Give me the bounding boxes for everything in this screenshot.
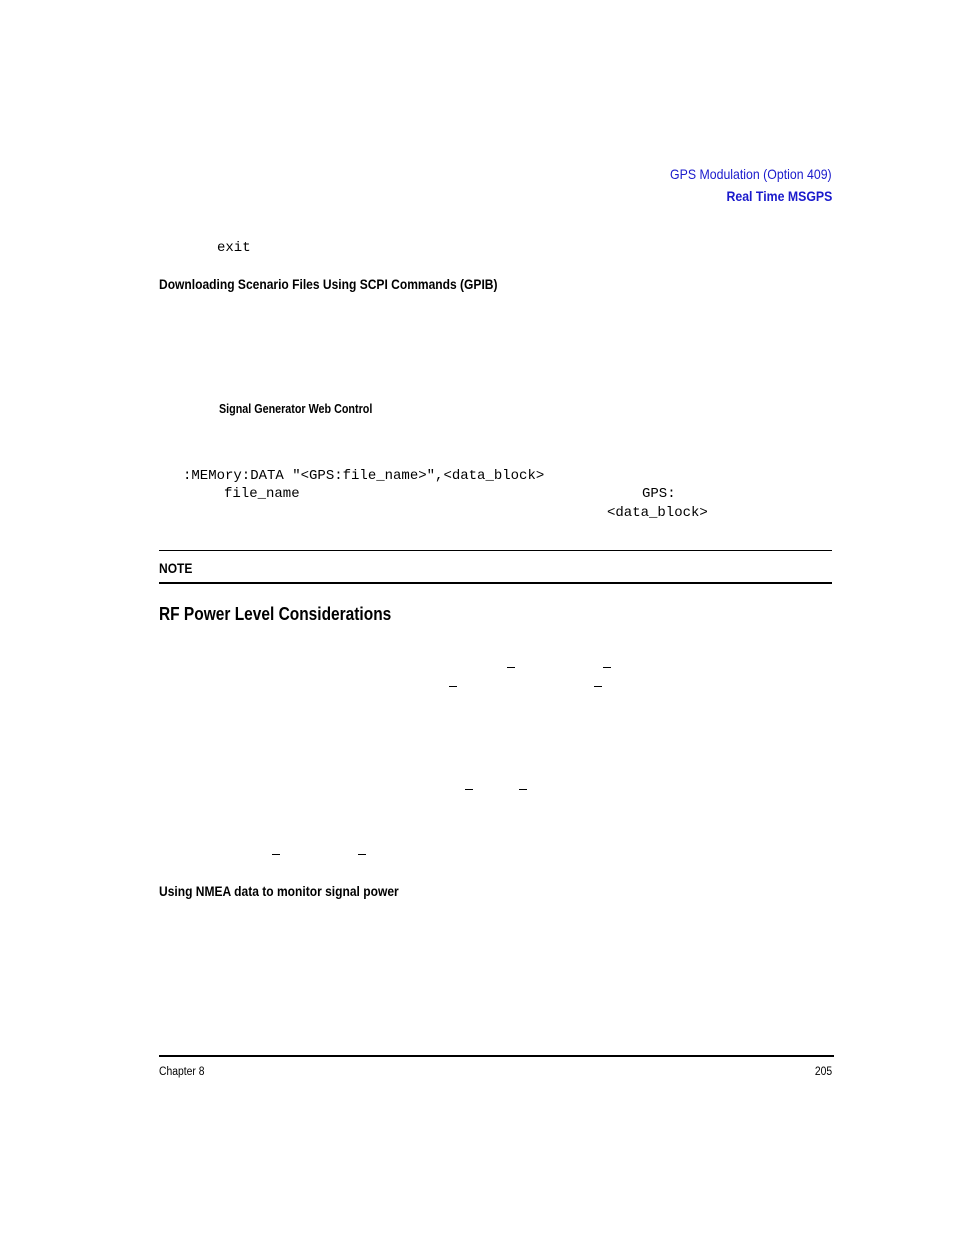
code-exit: exit bbox=[217, 240, 251, 256]
minus-sign bbox=[358, 854, 366, 855]
heading-nmea-data: Using NMEA data to monitor signal power bbox=[159, 883, 399, 899]
footer-page-number: 205 bbox=[814, 1066, 832, 1078]
heading-rf-power-level: RF Power Level Considerations bbox=[159, 604, 392, 624]
note-bottom-rule bbox=[159, 582, 832, 584]
scpi-param-data-block: <data_block> bbox=[607, 505, 708, 521]
footer-rule bbox=[159, 1055, 834, 1057]
minus-sign bbox=[594, 686, 602, 687]
running-header-section: Real Time MSGPS bbox=[726, 188, 832, 204]
minus-sign bbox=[603, 667, 611, 668]
running-header-chapter: GPS Modulation (Option 409) bbox=[670, 166, 832, 182]
minus-sign bbox=[519, 789, 527, 790]
note-label: NOTE bbox=[159, 560, 193, 576]
scpi-command: :MEMory:DATA "<GPS:file_name>",<data_block> bbox=[183, 468, 545, 484]
note-top-rule bbox=[159, 550, 832, 551]
minus-sign bbox=[465, 789, 473, 790]
scpi-param-file-name: file_name bbox=[224, 486, 300, 502]
minus-sign bbox=[272, 854, 280, 855]
minus-sign bbox=[507, 667, 515, 668]
minus-sign bbox=[449, 686, 457, 687]
heading-downloading-scenario-files: Downloading Scenario Files Using SCPI Commands (GPIB) bbox=[159, 276, 498, 292]
label-signal-generator-web-control: Signal Generator Web Control bbox=[219, 402, 373, 416]
footer-chapter: Chapter 8 bbox=[159, 1066, 205, 1078]
scpi-param-prefix: GPS: bbox=[642, 486, 676, 502]
